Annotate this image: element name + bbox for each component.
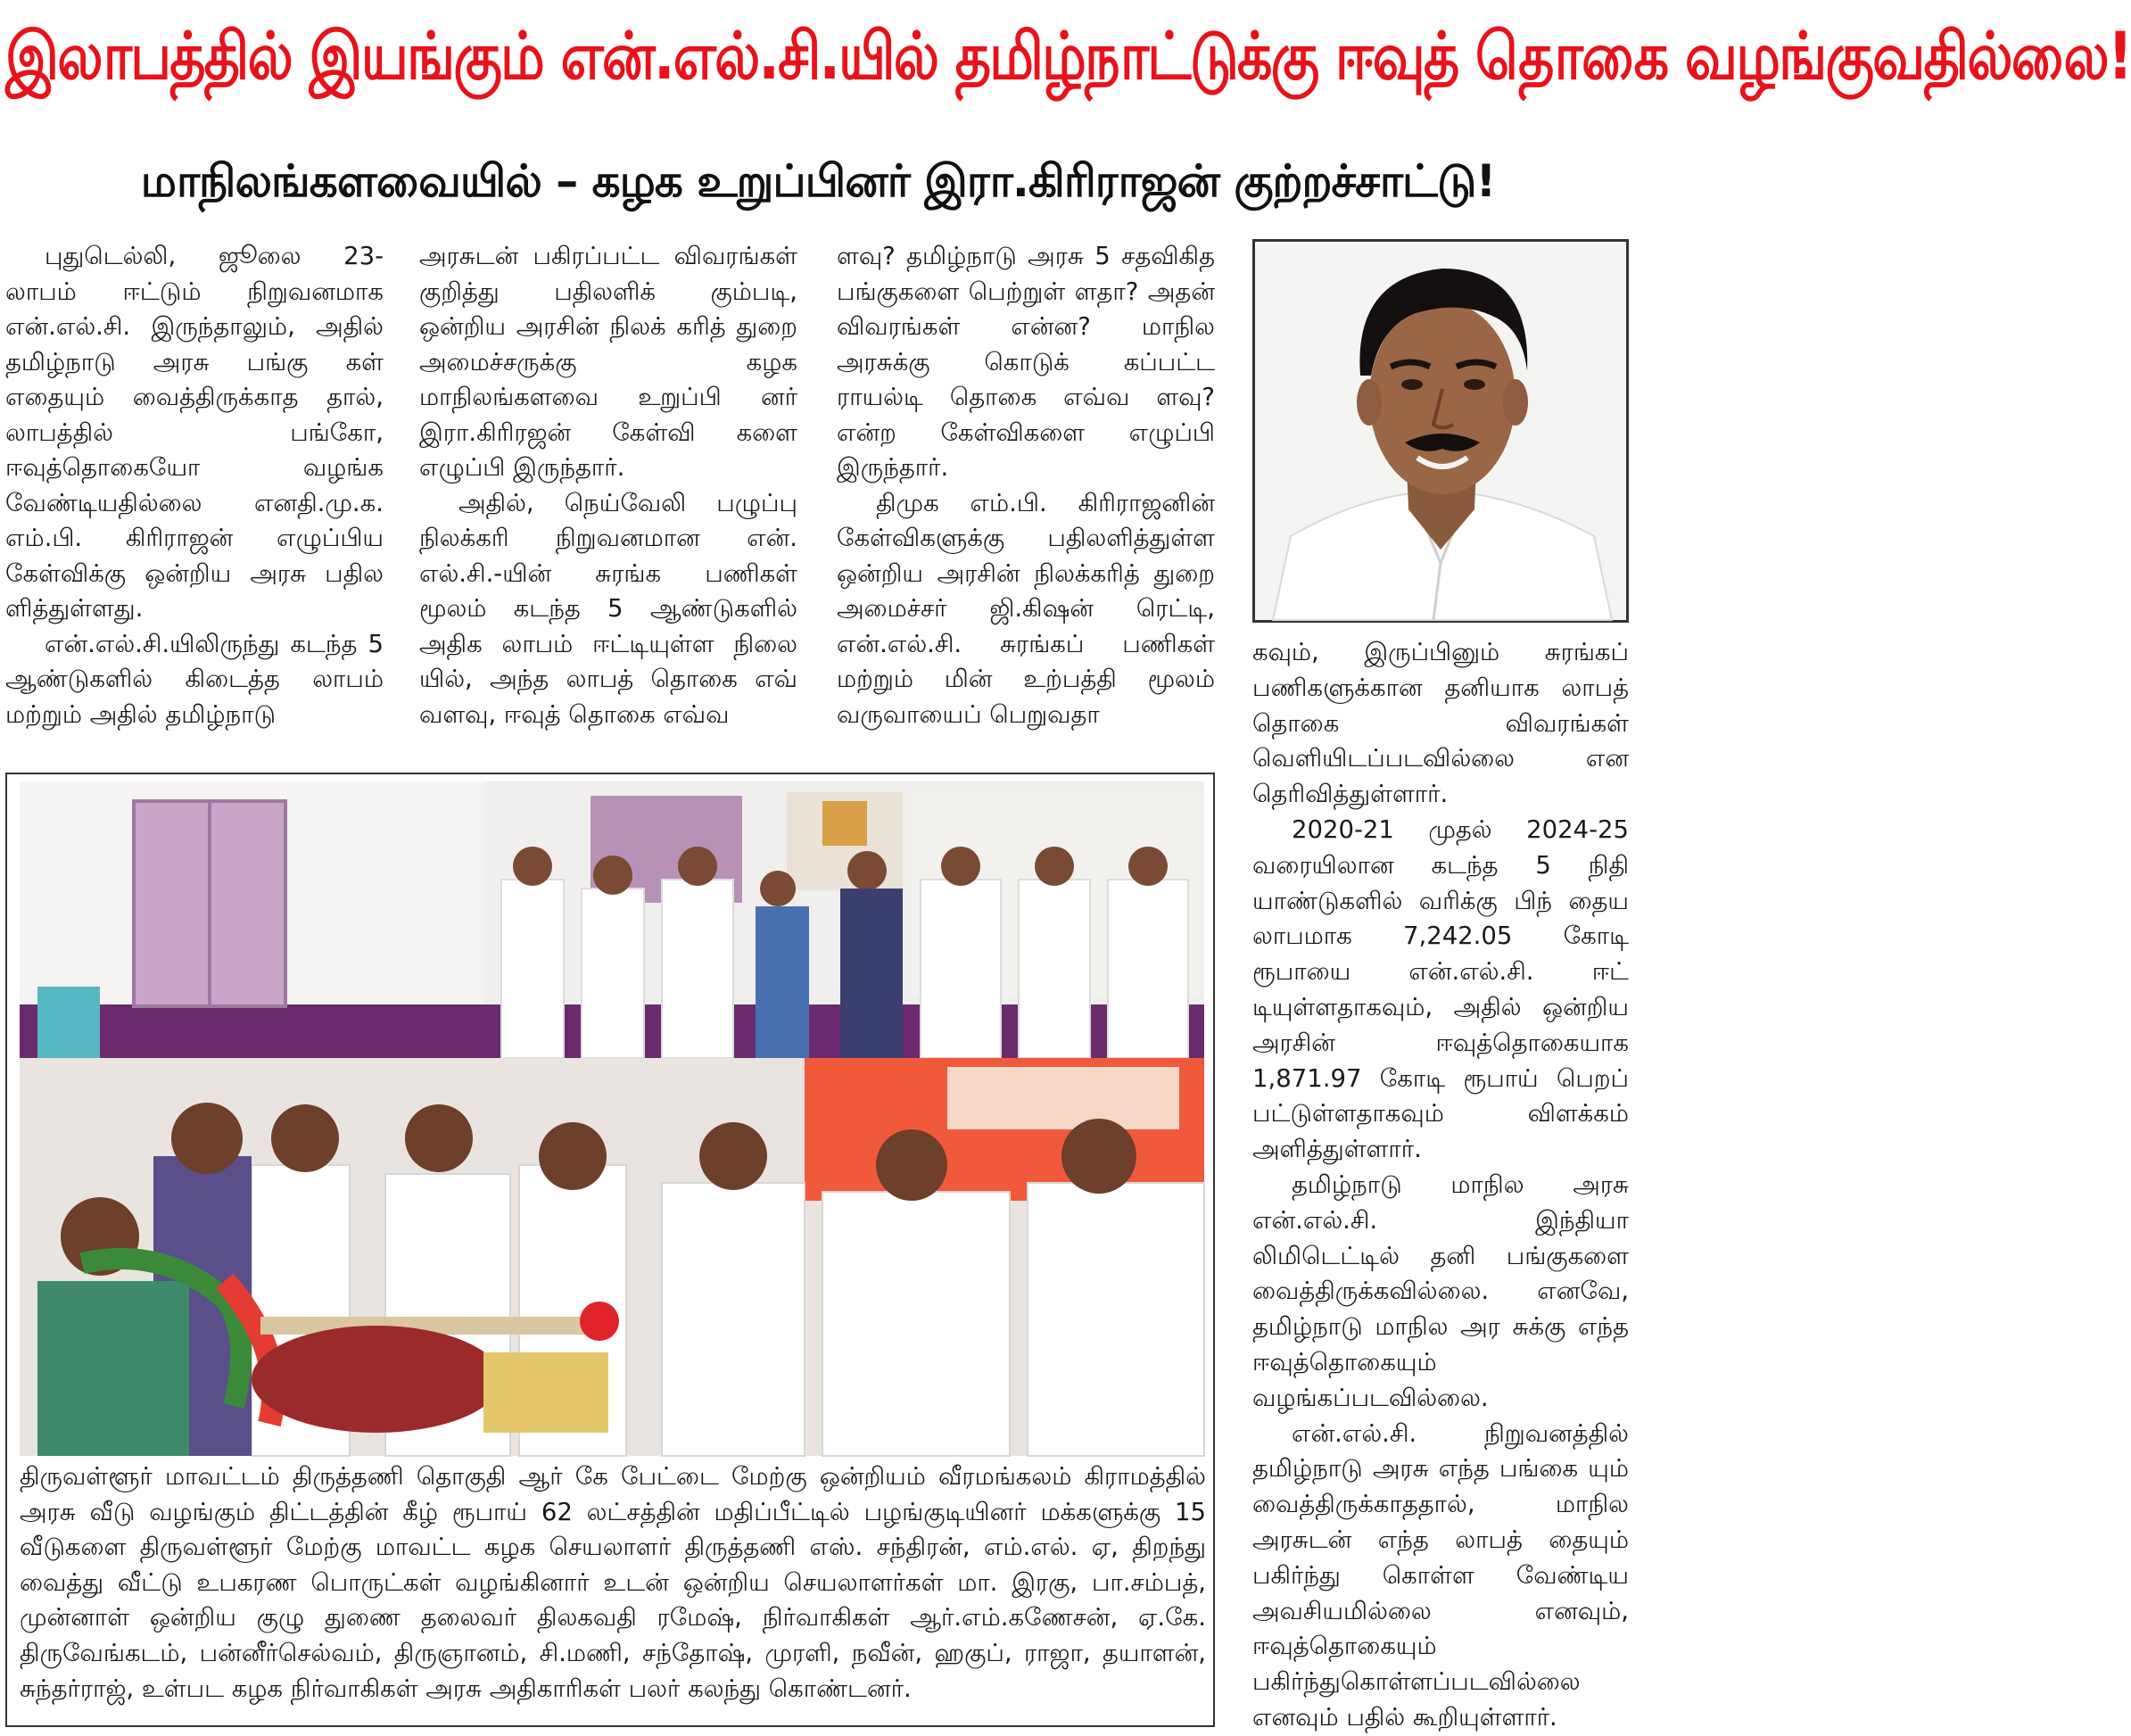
article-paragraph: 2020-21 முதல் 2024-25 வரையிலான கடந்த 5 நிதி யாண்டுகளில் வரிக்கு பிந் தைய லாபமாக 7,242.05 கோடி ரூபாயை என்.எல்.சி. ஈட் டியுள்ளதாகவும், அதில் ஒன்றிய அரசின் ஈவுத்தொகையாக 1,871.97 கோடி ரூபாய் பெறப் பட்டுள்ளதாகவும் விளக்கம் அளித்துள்ளார். bbox=[1252, 814, 1629, 1164]
event-photo bbox=[20, 781, 1204, 1456]
article-paragraph: புதுடெல்லி, ஜூலை 23- லாபம் ஈட்டும் நிறுவனமாக என்.எல்.சி. இருந்தாலும், அதில் தமிழ்நாடு அரசு பங்கு கள் எதையும் வைத்திருக்காத தால், லாபத்தில் பங்கோ, ஈவுத்தொகையோ வழங்க வேண்டியதில்லை எனதி.மு.க. எம்.பி. கிரிராஜன் எழுப்பிய கேள்விக்கு ஒன்றிய அரசு பதில ளித்துள்ளது. bbox=[5, 242, 384, 623]
article-column-4 bbox=[1252, 635, 1629, 1732]
article-paragraph: ளவு? தமிழ்நாடு அரசு 5 சதவிகித பங்குகளை பெற்றுள் ளதா? அதன் விவரங்கள் என்ன? மாநில அரசுக்கு கொடுக் கப்பட்ட ராயல்டி தொகை எவ்வ ளவு? என்ற கேள்விகளை எழுப்பி இருந்தார். bbox=[837, 242, 1215, 482]
article-column-2 bbox=[419, 239, 797, 739]
portrait-photo bbox=[1252, 239, 1629, 623]
article-paragraph: என்.எல்.சி. நிறுவனத்தில் தமிழ்நாடு அரசு எந்த பங்கை யும் வைத்திருக்காததால், மாநில அரசுடன் எந்த லாபத் தையும் பகிர்ந்து கொள்ள வேண்டிய அவசியமில்லை எனவும், ஈவுத்தொகையும் பகிர்ந்துகொள்ளப்படவில்லை எனவும் பதில் கூறியுள்ளார். bbox=[1252, 1418, 1629, 1732]
article-paragraph: கவும், இருப்பினும் சுரங்கப் பணிகளுக்கான தனியாக லாபத் தொகை விவரங்கள் வெளியிடப்படவில்லை என தெரிவித்துள்ளார். bbox=[1252, 638, 1629, 809]
article-paragraph: என்.எல்.சி.யிலிருந்து கடந்த 5 ஆண்டுகளில் கிடைத்த லாபம் மற்றும் அதில் தமிழ்நாடு bbox=[5, 629, 384, 729]
article-paragraph: திமுக எம்.பி. கிரிராஜனின் கேள்விகளுக்கு பதிலளித்துள்ள ஒன்றிய அரசின் நிலக்கரித் துறை அமைச்சர் ஜி.கிஷன் ரெட்டி, என்.எல்.சி. சுரங்கப் பணிகள் மற்றும் மின் உற்பத்தி மூலம் வருவாயைப் பெறுவதா bbox=[837, 488, 1215, 729]
article-paragraph: அரசுடன் பகிரப்பட்ட விவரங்கள் குறித்து பதிலளிக் கும்படி, ஒன்றிய அரசின் நிலக் கரித் துறை அமைச்சருக்கு கழக மாநிலங்களவை உறுப்பி னர் இரா.கிரிரஜன் கேள்வி களை எழுப்பி இருந்தார். bbox=[419, 242, 797, 482]
article-column-3 bbox=[837, 239, 1215, 739]
subheadline: மாநிலங்களவையில் – கழக உறுப்பினர் இரா.கிரிராஜன் குற்றச்சாட்டு! bbox=[140, 155, 1496, 207]
event-photo-image bbox=[20, 781, 1204, 1456]
headline: இலாபத்தில் இயங்கும் என்.எல்.சி.யில் தமிழ்நாட்டுக்கு ஈவுத் தொகை வழங்குவதில்லை! bbox=[5, 17, 2131, 95]
photo-caption: திருவள்ளூர் மாவட்டம் திருத்தணி தொகுதி ஆர் கே பேட்டை மேற்கு ஒன்றியம் வீரமங்கலம் கிராமத்தில் அரசு வீடு வழங்கும் திட்டத்தின் கீழ் ரூபாய் 62 லட்சத்தின் மதிப்பீட்டில் பழங்குடியினர் மக்களுக்கு 15 வீடுகளை திருவள்ளூர் மேற்கு மாவட்ட கழக செயலாளர் திருத்தணி எஸ். சந்திரன், எம்.எல். ஏ, திறந்து வைத்து வீட்டு உபகரண பொருட்கள் வழங்கினார் உடன் ஒன்றிய செயலாளர்கள் மா. இரகு, பா.சம்பத், முன்னாள் ஒன்றிய குழு துணை தலைவர் திலகவதி ரமேஷ், நிர்வாகிகள் ஆர்.எம்.கணேசன், ஏ.கே. திருவேங்கடம், பன்னீர்செல்வம், திருஞானம், சி.மணி, சந்தோஷ், முரளி, நவீன், ஹகுப், ராஜா, தயாளன், சுந்தர்ராஜ், உள்பட கழக நிர்வாகிகள் அரசு அதிகாரிகள் பலர் கலந்து கொண்டனர். bbox=[20, 1462, 1206, 1703]
article-column-1 bbox=[5, 239, 384, 739]
article-paragraph: தமிழ்நாடு மாநில அரசு என்.எல்.சி. இந்தியா லிமிடெட்டில் தனி பங்குகளை வைத்திருக்கவில்லை. எனவே, தமிழ்நாடு மாநில அர சுக்கு எந்த ஈவுத்தொகையும் வழங்கப்படவில்லை. bbox=[1252, 1170, 1629, 1412]
article-paragraph: அதில், நெய்வேலி பழுப்பு நிலக்கரி நிறுவனமான என். எல்.சி.-யின் சுரங்க பணிகள் மூலம் கடந்த 5 ஆண்டுகளில் அதிக லாபம் ஈட்டியுள்ள நிலை யில், அந்த லாபத் தொகை எவ் வளவு, ஈவுத் தொகை எவ்வ bbox=[419, 488, 797, 729]
news-photo-box bbox=[5, 773, 1215, 1727]
portrait-image bbox=[1255, 242, 1626, 620]
